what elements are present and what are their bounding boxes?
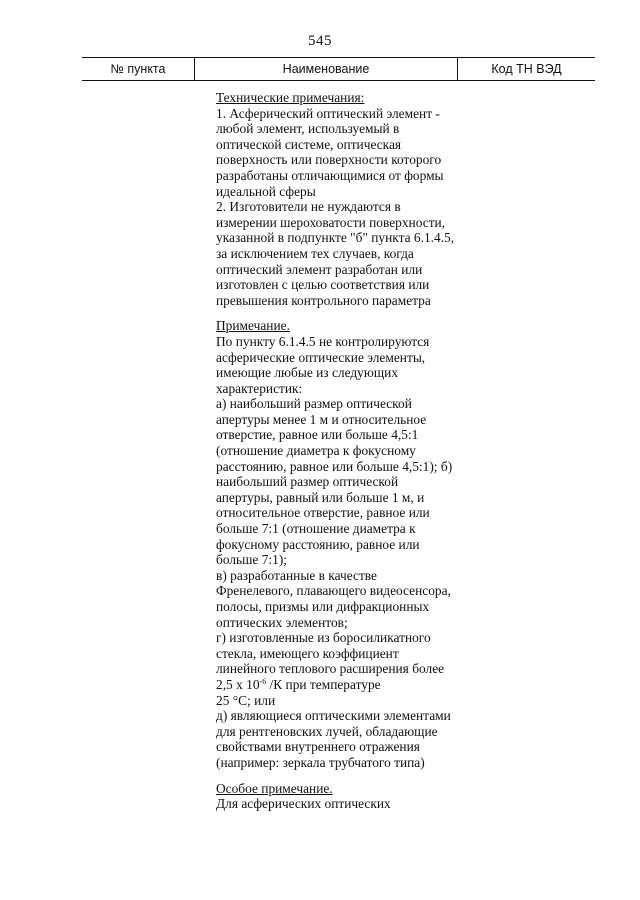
- text-line: больше 7:1);: [216, 552, 288, 568]
- text-line: апертуры менее 1 м и относительное: [216, 411, 427, 427]
- text-line: указанной в подпункте "б" пункта 6.1.4.5,: [216, 230, 455, 246]
- text-line: для рентгеновских лучей, обладающие: [216, 723, 438, 739]
- text-line: (отношение диаметра к фокусному: [216, 443, 416, 459]
- text-line: относительное отверстие, равное или: [216, 505, 430, 521]
- text-line: больше 7:1 (отношение диаметра к: [216, 521, 416, 537]
- note-heading: Примечание.: [216, 318, 290, 334]
- formula-exponent: -6: [259, 676, 267, 686]
- formula-base: 2,5 х 10: [216, 676, 260, 692]
- text-line: (например: зеркала трубчатого типа): [216, 754, 425, 770]
- table-header: [82, 57, 595, 81]
- text-line: любой элемент, используемый в: [216, 121, 400, 137]
- text-line: отверстие, равное или больше 4,5:1: [216, 427, 419, 443]
- text-line: стекла, имеющего коэффициент: [216, 645, 399, 661]
- special-note: [216, 781, 476, 812]
- text-line: в) разработанные в качестве: [216, 567, 377, 583]
- technical-notes-text: [216, 106, 476, 309]
- text-line: 1. Асферический оптический элемент -: [216, 105, 440, 121]
- text-line: оптический элемент разработан или: [216, 261, 423, 277]
- text-line: д) являющиеся оптическими элементами: [216, 708, 451, 724]
- text-line: асферические оптические элементы,: [216, 349, 426, 365]
- text-line: 25 °С; или: [216, 692, 276, 708]
- text-line: измерении шероховатости поверхности,: [216, 214, 446, 230]
- text-line: имеющие любые из следующих: [216, 365, 399, 381]
- text-line: фокусному расстоянию, равное или: [216, 536, 420, 552]
- text-line: идеальной сферы: [216, 183, 316, 199]
- column-header-code: Код ТН ВЭД: [491, 62, 562, 76]
- document-body: [216, 90, 476, 812]
- column-header-number: № пункта: [82, 58, 195, 80]
- text-line: 2. Изготовители не нуждаются в: [216, 199, 401, 215]
- text-line: г) изготовленные из боросиликатного: [216, 630, 431, 646]
- note-text-before: [216, 334, 476, 677]
- special-note-text: [216, 796, 476, 812]
- note-formula-line: [216, 677, 476, 693]
- note-text-after: [216, 693, 476, 771]
- text-line: наибольший размер оптической: [216, 474, 399, 490]
- text-line: поверхность или поверхности которого: [216, 152, 442, 168]
- technical-notes: [216, 90, 476, 308]
- text-line: По пункту 6.1.4.5 не контролируются: [216, 333, 430, 349]
- formula-suffix: /К при температуре: [266, 676, 381, 692]
- text-line: Для асферических оптических: [216, 796, 391, 812]
- text-line: а) наибольший размер оптической: [216, 396, 412, 412]
- text-line: характеристик:: [216, 380, 303, 396]
- page-number: 545: [308, 33, 332, 49]
- text-line: апертуры, равный или больше 1 м, и: [216, 489, 425, 505]
- text-line: расстоянию, равное или больше 4,5:1); б): [216, 458, 453, 474]
- text-line: линейного теплового расширения более: [216, 661, 445, 677]
- text-line: свойствами внутреннего отражения: [216, 739, 420, 755]
- text-line: изготовлен с целью соответствия или: [216, 277, 430, 293]
- special-note-heading: Особое примечание.: [216, 780, 333, 796]
- text-line: полосы, призмы или дифракционных: [216, 599, 430, 614]
- text-line: Френелевого, плавающего видеосенсора,: [216, 583, 451, 599]
- text-line: оптической системе, оптическая: [216, 136, 402, 152]
- text-line: превышения контрольного параметра: [216, 292, 431, 308]
- technical-notes-heading: Технические примечания:: [216, 90, 365, 105]
- text-line: за исключением тех случаев, когда: [216, 245, 414, 261]
- text-line: разработаны отличающимися от формы: [216, 167, 444, 183]
- text-line: оптических элементов;: [216, 614, 348, 630]
- column-header-name: Наименование: [195, 58, 458, 80]
- note: [216, 318, 476, 770]
